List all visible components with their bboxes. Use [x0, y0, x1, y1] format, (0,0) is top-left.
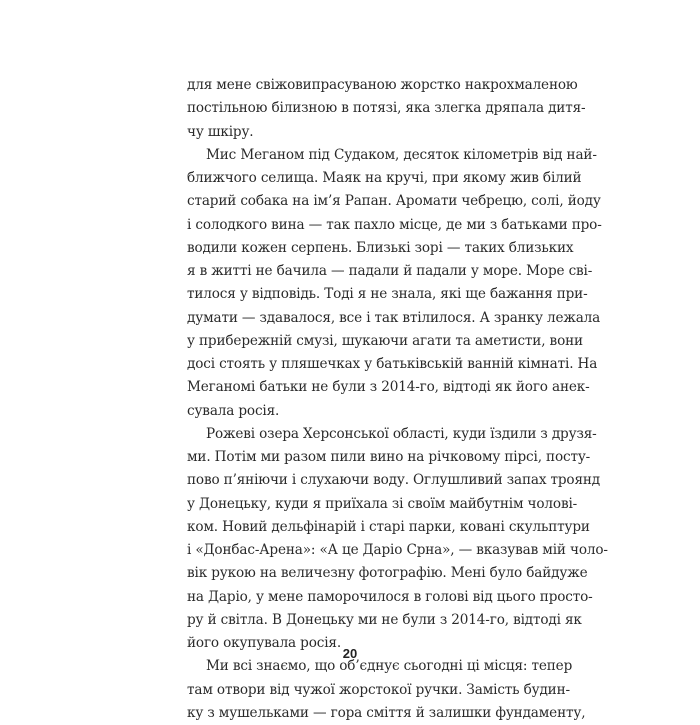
text-line: на Даріо, у мене паморочилося в голові від цього просто-: [187, 588, 593, 605]
text-line: пово п’яніючи і слухаючи воду. Оглушливий запах троянд: [187, 472, 601, 489]
paragraph: [187, 655, 586, 725]
text-line: Рожеві озера Херсонської області, куди їздили з друзя-: [206, 425, 597, 442]
text-line: ком. Новий дельфінарій і старі парки, ковані скульптури: [187, 518, 590, 535]
text-line: у Донецьку, куди я приїхала зі своїм майбутнім чолові-: [187, 495, 578, 512]
text-line: його окупувала росія.: [187, 635, 342, 651]
text-line: чу шкіру.: [187, 123, 254, 140]
text-line: Меганомі батьки не були з 2014-го, відтоді як його анек-: [187, 379, 590, 396]
text-line: думати — здавалося, все і так втілилося. А зранку лежала: [187, 309, 601, 326]
body-text: [187, 74, 608, 725]
page-number: 20: [342, 646, 358, 661]
text-line: постільною білизною в потязі, яка злегка дряпала дитя-: [187, 100, 586, 117]
text-line: старий собака на ім’я Рапан. Аромати чебрецю, солі, йоду: [187, 193, 601, 210]
text-line: і «Донбас-Арена»: «А це Даріо Срна», — вказував мій чоло-: [187, 542, 608, 558]
text-line: у прибережній смузі, шукаючи агати та аметисти, вони: [187, 332, 583, 349]
text-line: ми. Потім ми разом пили вино на річковому пірсі, посту-: [187, 449, 591, 465]
paragraph: [187, 144, 602, 423]
text-line: і солодкого вина — так пахло місце, де ми з батьками про-: [187, 216, 602, 233]
text-line: сувала росія.: [187, 402, 280, 419]
text-line: Мис Меганом під Судаком, десяток кілометрів від най-: [206, 146, 597, 163]
text-line: досі стоять у пляшечках у батьківській ванній кімнаті. На: [187, 356, 598, 372]
text-line: ку з мушельками — гора сміття й залишки фундаменту,: [187, 704, 586, 721]
text-line: Ми всі знаємо, що об’єднує сьогодні ці місця: тепер: [206, 658, 573, 675]
text-line: вік рукою на величезну фотографію. Мені було байдуже: [187, 565, 588, 582]
text-line: водили кожен серпень. Близькі зорі — таких близьких: [187, 239, 574, 256]
text-line: для мене свіжовипрасуваною жорстко накрохмаленою: [187, 77, 578, 93]
paragraph: [187, 423, 608, 656]
text-line: я в житті не бачила — падали й падали у море. Море сві-: [187, 263, 593, 279]
text-line: там отвори від чужої жорстокої ручки. Замість будин-: [187, 681, 570, 698]
text-line: ближчого селища. Маяк на кручі, при якому жив білий: [187, 170, 582, 186]
text-line: тилося у відповідь. Тоді я не знала, які ще бажання при-: [187, 286, 588, 303]
text-line: ру й світла. В Донецьку ми не були з 2014-го, відтоді як: [187, 611, 582, 628]
paragraph: [187, 74, 586, 144]
